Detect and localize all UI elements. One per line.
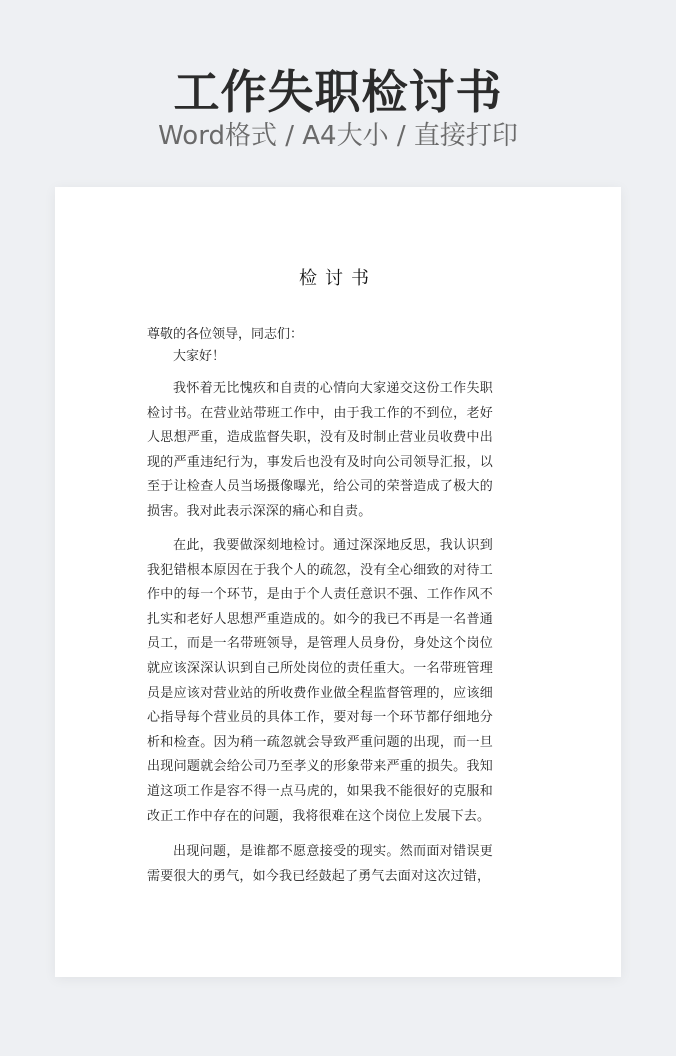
document-paragraph: 我怀着无比愧疚和自责的心情向大家递交这份工作失职检讨书。在营业站带班工作中，由于我工作的不到位，老好人思想严重，造成监督失职，没有及时制止营业员收费中出现的严重违纪行为，事发后也没有及时向公司领导汇报，以至于让检查人员当场摄像曝光，给公司的荣誉造成了极大的损害。我对此表示深深的痛心和自责。 — [147, 381, 493, 519]
document-title: 检讨书 — [299, 268, 377, 289]
document-salutation: 尊敬的各位领导，同志们： — [147, 327, 304, 342]
document-paragraph: 在此，我要做深刻地检讨。通过深深地反思，我认识到我犯错根本原因在于我个人的疏忽，没有全心细致的对待工作中的每一个环节，是由于个人责任意识不强、工作作风不扎实和老好人思想严重造成的。如今的我已不再是一名普通员工，而是一名带班领导，是管理人员身份，身处这个岗位就应该深深认识到自己所处岗位的责任重大。一名带班管理员是应该对营业站的所收费作业做全程监督管理的，应该细心指导每个营业员的具体工作，要对每一个环节都仔细地分析和检查。因为稍一疏忽就会导致严重问题的出现，而一旦出现问题就会给公司乃至孝义的形象带来严重的损失。我知道这项工作是容不得一点马虎的，如果我不能很好的克服和改正工作中存在的问题，我将很难在这个岗位上发展下去。 — [147, 538, 493, 824]
document-page — [55, 187, 621, 977]
document-paragraph: 出现问题，是谁都不愿意接受的现实。然而面对错误更需要很大的勇气，如今我已经鼓起了勇气去面对这次过错， — [147, 844, 493, 884]
document-greeting: 大家好！ — [173, 349, 226, 364]
page-subtitle: Word格式 / A4大小 / 直接打印 — [158, 121, 518, 151]
page-title: 工作失职检讨书 — [173, 65, 503, 119]
